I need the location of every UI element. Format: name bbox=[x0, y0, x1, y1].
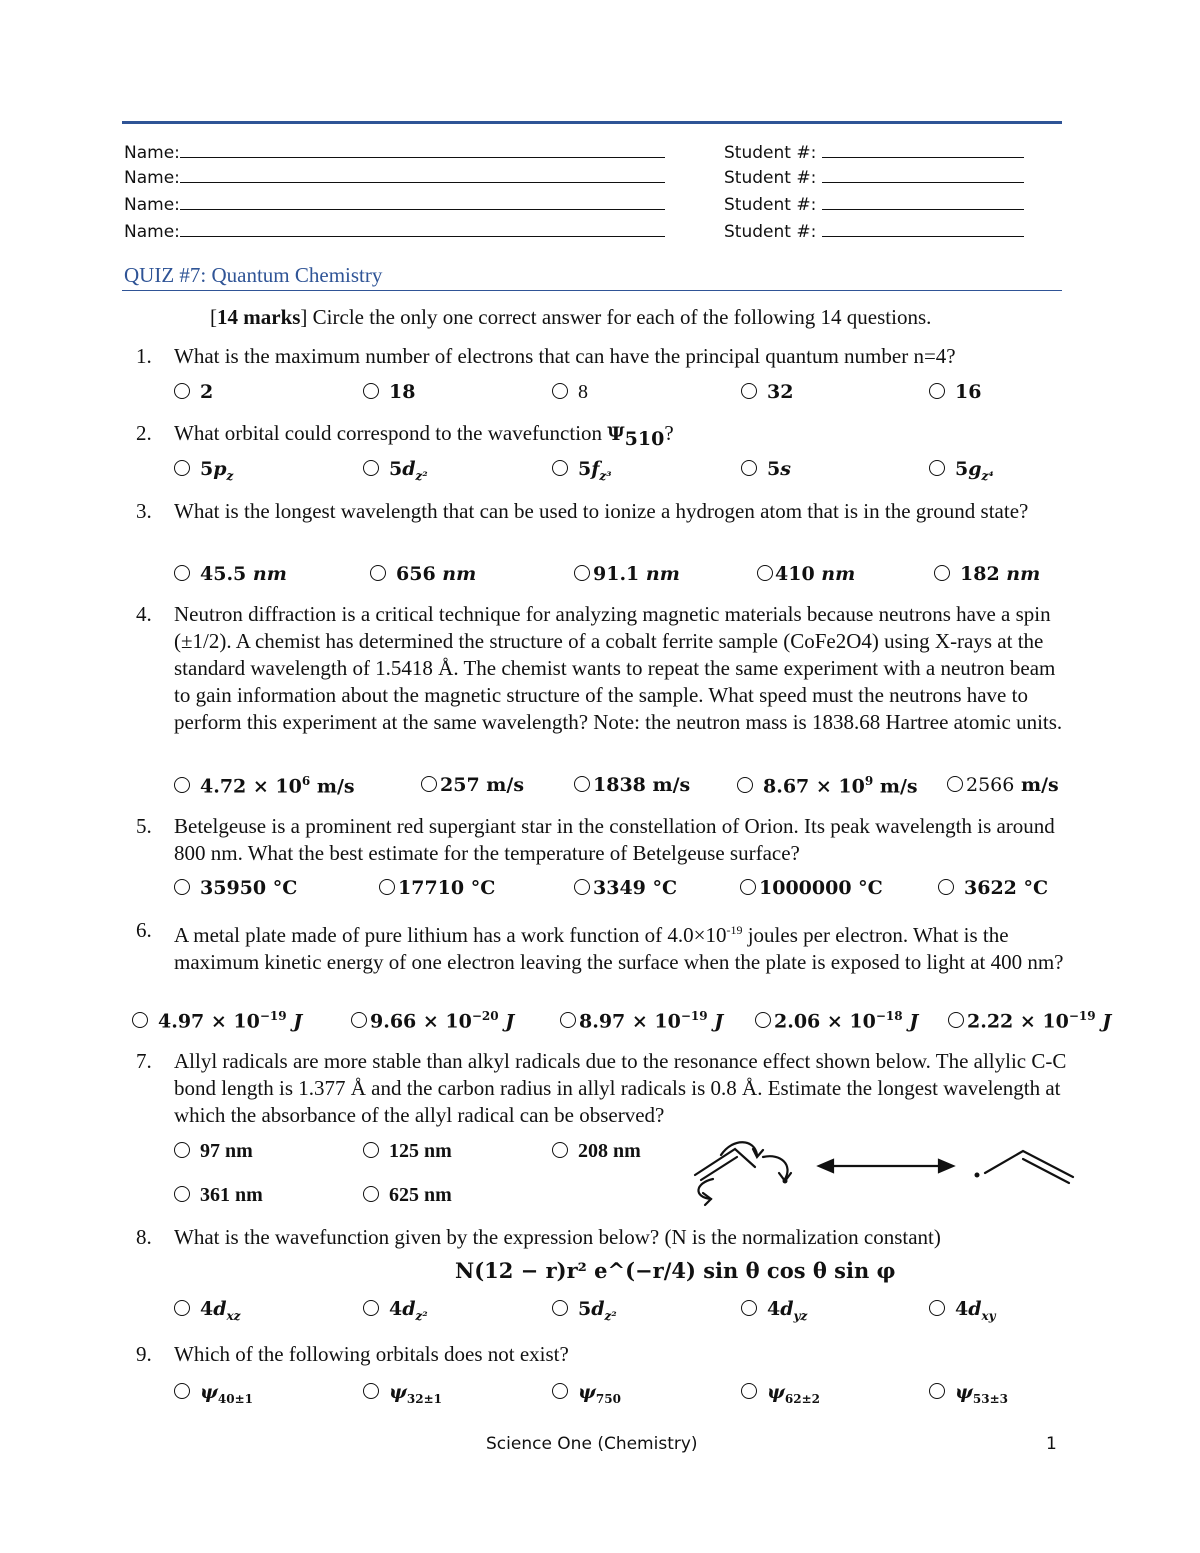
q3-option[interactable]: 91.1 nm bbox=[574, 563, 680, 585]
q8-option[interactable]: $5d_{z^2}$ bbox=[552, 1298, 617, 1323]
wavefunction-expression: N(12 − r)r² e^(−r/4) sin θ cos θ sin φ bbox=[455, 1258, 896, 1283]
radio-circle-icon[interactable] bbox=[552, 383, 568, 399]
name-row: Name: bbox=[124, 193, 665, 215]
radio-circle-icon[interactable] bbox=[174, 777, 190, 793]
resonance-arrow-icon bbox=[819, 1160, 953, 1172]
q3-option[interactable]: 656 nm bbox=[370, 563, 476, 585]
quiz-intro: [14 marks] Circle the only one correct answer for each of the following 14 questions. bbox=[210, 305, 932, 329]
student-row: Student #: bbox=[724, 141, 1024, 163]
radio-circle-icon[interactable] bbox=[379, 879, 395, 895]
q9-option[interactable]: $\psi_{62\pm 2}$ bbox=[741, 1381, 820, 1406]
student-row: Student #: bbox=[724, 220, 1024, 242]
q7-option[interactable]: 625 nm bbox=[363, 1184, 452, 1207]
q1-option[interactable]: 2 bbox=[174, 381, 213, 403]
radio-circle-icon[interactable] bbox=[421, 776, 437, 792]
q2-option[interactable]: 5s bbox=[741, 458, 791, 480]
radio-circle-icon[interactable] bbox=[174, 383, 190, 399]
radio-circle-icon[interactable] bbox=[552, 1383, 568, 1399]
radio-circle-icon[interactable] bbox=[174, 1142, 190, 1158]
radio-circle-icon[interactable] bbox=[132, 1012, 148, 1028]
q4-option[interactable]: 1838 m/s bbox=[574, 774, 690, 796]
radio-circle-icon[interactable] bbox=[574, 565, 590, 581]
radio-circle-icon[interactable] bbox=[929, 460, 945, 476]
radical-dot bbox=[975, 1173, 980, 1178]
q5-option[interactable]: 1000000 °C bbox=[740, 877, 883, 899]
radio-circle-icon[interactable] bbox=[948, 1012, 964, 1028]
radio-circle-icon[interactable] bbox=[363, 383, 379, 399]
allyl-resonance-diagram bbox=[685, 1135, 1080, 1210]
student-number-field[interactable] bbox=[822, 193, 1024, 210]
student-row: Student #: bbox=[724, 166, 1024, 188]
radio-circle-icon[interactable] bbox=[740, 879, 756, 895]
radio-circle-icon[interactable] bbox=[574, 879, 590, 895]
q7-option[interactable]: 125 nm bbox=[363, 1140, 452, 1163]
q7-option[interactable]: 361 nm bbox=[174, 1184, 263, 1207]
radio-circle-icon[interactable] bbox=[552, 1142, 568, 1158]
q6-option[interactable]: $2.22 \times 10^{-19}$ J bbox=[948, 1009, 1111, 1032]
radio-circle-icon[interactable] bbox=[363, 1300, 379, 1316]
q1-option[interactable]: 8 bbox=[552, 381, 588, 404]
radio-circle-icon[interactable] bbox=[174, 1300, 190, 1316]
name-row: Name: bbox=[124, 166, 665, 188]
student-number-field[interactable] bbox=[822, 220, 1024, 237]
radio-circle-icon[interactable] bbox=[174, 565, 190, 581]
q9-option[interactable]: $\psi_{750}$ bbox=[552, 1381, 621, 1406]
q8-option[interactable]: $4d_{yz}$ bbox=[741, 1298, 807, 1323]
radio-circle-icon[interactable] bbox=[741, 1383, 757, 1399]
curved-arrow-icon bbox=[763, 1156, 788, 1179]
name-row: Name: bbox=[124, 141, 665, 163]
q1-option[interactable]: 16 bbox=[929, 381, 981, 403]
q3-option[interactable]: 182 nm bbox=[934, 563, 1040, 585]
q4-option[interactable]: $8.67 \times 10^9$ m/s bbox=[737, 774, 918, 797]
q5-option[interactable]: 35950 °C bbox=[174, 877, 297, 899]
q6-option[interactable]: $9.66 \times 10^{-20}$ J bbox=[351, 1009, 514, 1032]
allyl-structure-left bbox=[695, 1142, 791, 1205]
q2-option[interactable]: $5d_{z^2}$ bbox=[363, 458, 428, 483]
name-field[interactable] bbox=[180, 193, 665, 210]
q2-option[interactable]: $5g_{z^4}$ bbox=[929, 458, 994, 483]
radio-circle-icon[interactable] bbox=[938, 879, 954, 895]
q7-option[interactable]: 208 nm bbox=[552, 1140, 641, 1163]
q5-option[interactable]: 3622 °C bbox=[938, 877, 1048, 899]
name-field[interactable] bbox=[180, 166, 665, 183]
q7-option[interactable]: 97 nm bbox=[174, 1140, 253, 1163]
radio-circle-icon[interactable] bbox=[351, 1012, 367, 1028]
q6-option[interactable]: $8.97 \times 10^{-19}$ J bbox=[560, 1009, 723, 1032]
q6-option[interactable]: $4.97 \times 10^{-19}$ J bbox=[132, 1009, 302, 1032]
q5-option[interactable]: 17710 °C bbox=[379, 877, 495, 899]
q3-option[interactable]: 45.5 nm bbox=[174, 563, 287, 585]
q9-option[interactable]: $\psi_{53\pm 3}$ bbox=[929, 1381, 1008, 1406]
name-field[interactable] bbox=[180, 220, 665, 237]
q4-option[interactable]: $4.72 \times 10^6$ m/s bbox=[174, 774, 355, 797]
radio-circle-icon[interactable] bbox=[929, 1300, 945, 1316]
q3-option[interactable]: 410 nm bbox=[757, 563, 855, 585]
title-rule bbox=[122, 290, 1062, 291]
radio-circle-icon[interactable] bbox=[363, 1142, 379, 1158]
name-field[interactable] bbox=[180, 141, 665, 158]
q1-option[interactable]: 18 bbox=[363, 381, 415, 403]
radio-circle-icon[interactable] bbox=[737, 777, 753, 793]
q4-option[interactable]: 257 m/s bbox=[421, 774, 524, 796]
q6-option[interactable]: $2.06 \times 10^{-18}$ J bbox=[755, 1009, 918, 1032]
radio-circle-icon[interactable] bbox=[929, 383, 945, 399]
radio-circle-icon[interactable] bbox=[560, 1012, 576, 1028]
q8-option[interactable]: $4d_{xy}$ bbox=[929, 1298, 996, 1323]
q2-option[interactable]: $5f_{z^3}$ bbox=[552, 458, 612, 483]
q8-option[interactable]: $4d_{xz}$ bbox=[174, 1298, 241, 1323]
radio-circle-icon[interactable] bbox=[741, 383, 757, 399]
radio-circle-icon[interactable] bbox=[363, 1186, 379, 1202]
q9-option[interactable]: $\psi_{32\pm 1}$ bbox=[363, 1381, 442, 1406]
radio-circle-icon[interactable] bbox=[174, 460, 190, 476]
allyl-structure-right bbox=[985, 1151, 1073, 1183]
student-row: Student #: bbox=[724, 193, 1024, 215]
page-number: 1 bbox=[1046, 1434, 1057, 1454]
radio-circle-icon[interactable] bbox=[929, 1383, 945, 1399]
q5-option[interactable]: 3349 °C bbox=[574, 877, 677, 899]
q1-option[interactable]: 32 bbox=[741, 381, 793, 403]
radio-circle-icon[interactable] bbox=[741, 1300, 757, 1316]
student-number-field[interactable] bbox=[822, 166, 1024, 183]
q4-option[interactable]: 2566 m/s bbox=[947, 774, 1059, 796]
top-rule bbox=[122, 121, 1062, 124]
radio-circle-icon[interactable] bbox=[757, 565, 773, 581]
radio-circle-icon[interactable] bbox=[947, 776, 963, 792]
q2-option[interactable]: $5p_z$ bbox=[174, 458, 233, 483]
radical-dot bbox=[783, 1179, 788, 1184]
radio-circle-icon[interactable] bbox=[552, 1300, 568, 1316]
radio-circle-icon[interactable] bbox=[741, 460, 757, 476]
radio-circle-icon[interactable] bbox=[363, 460, 379, 476]
radio-circle-icon[interactable] bbox=[755, 1012, 771, 1028]
name-row: Name: bbox=[124, 220, 665, 242]
radio-circle-icon[interactable] bbox=[174, 879, 190, 895]
radio-circle-icon[interactable] bbox=[370, 565, 386, 581]
quiz-title: QUIZ #7: Quantum Chemistry bbox=[124, 263, 383, 287]
radio-circle-icon[interactable] bbox=[552, 460, 568, 476]
radio-circle-icon[interactable] bbox=[574, 776, 590, 792]
radio-circle-icon[interactable] bbox=[363, 1383, 379, 1399]
q9-option[interactable]: $\psi_{40\pm 1}$ bbox=[174, 1381, 253, 1406]
radio-circle-icon[interactable] bbox=[174, 1383, 190, 1399]
q8-option[interactable]: $4d_{z^2}$ bbox=[363, 1298, 428, 1323]
radio-circle-icon[interactable] bbox=[934, 565, 950, 581]
student-number-field[interactable] bbox=[822, 141, 1024, 158]
radio-circle-icon[interactable] bbox=[174, 1186, 190, 1202]
footer-course: Science One (Chemistry) bbox=[486, 1434, 698, 1454]
